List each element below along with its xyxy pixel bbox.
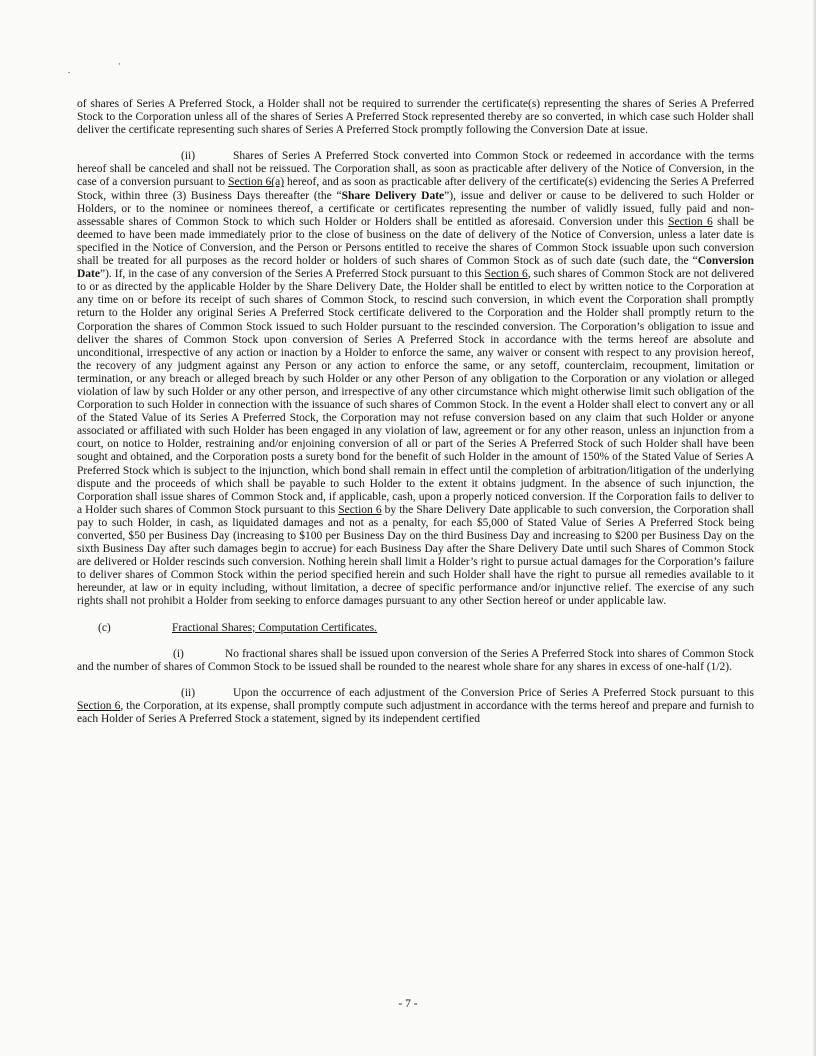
speck: · [118,59,121,69]
text-run: No fractional shares shall be issued upon conversion of the Series A Preferred Stock into shares of Common Stock and the number of shares of Common Stock to be issued shall be rounded to the nearest whole share for any shares in excess of one-half (1/2). [77,647,754,673]
text-run: ”). If, in the case of any conversion of the Series A Preferred Stock pursuant to this [100,268,485,281]
defined-term: Conversion Date [77,255,754,281]
section-reference: Section 6 [668,215,713,228]
section-heading-fractional-shares [77,622,754,635]
paragraph-number: (ii) [181,150,196,163]
text-run: Upon the occurrence of each adjustment of the Conversion Price of Series A Preferred Stock pursuant to this [233,686,754,699]
paragraph-computation-certificate [77,687,754,726]
paragraph-continuation: of shares of Series A Preferred Stock, a Holder shall not be required to surrender the certificate(s) representing the shares of Series A Preferred Stock to the Corporation unless all of the shares of Series A Preferred Stock represented thereby are so converted, in which case such Holder shall deliver the certificate representing such shares of Series A Preferred Stock promptly following the Conversion Date at issue. [77,98,754,137]
scan-edge [812,0,816,1056]
section-reference: Section 6(a) [228,176,285,189]
scan-specks [68,59,121,75]
section-reference: Section 6 [77,699,121,712]
paragraph-fractional-shares [77,648,754,674]
paragraph-number: (ii) [181,686,196,699]
section-reference: Section 6 [338,503,382,516]
text-run: , such shares of Common Stock are not delivered to or as directed by the applicable Holder by the Share Delivery Date, the Holder shall be entitled to elect by written notice to the Corporation at any time on or before its receipt of such shares of Common Stock, to rescind such conversion, in which event the Corporation shall promptly return to the Holder any original Series A Preferred Stock certificate delivered to the Corporation and the Holder shall promptly return to the Corporation the shares of Common Stock issued to such Holder pursuant to the rescinded conversion. The Corporation’s obligation to issue and deliver the shares of Common Stock upon conversion of Series A Preferred Stock in accordance with the terms hereof are absolute and unconditional, irrespective of any action or inaction by a Holder to enforce the same, any waiver or consent with respect to any provision hereof, the recovery of any judgment against any Person or any action to enforce the same, or any setoff, counterclaim, recoupment, limitation or termination, or any breach or alleged breach by such Holder or any other Person of any obligation to the Corporation or any violation or alleged violation of law by such Holder or any other person, and irrespective of any other circumstance which might otherwise limit such obligation of the Corporation to such Holder in connection with the issuance of such shares of Common Stock. In the event a Holder shall elect to convert any or all of the Stated Value of its Series A Preferred Stock, the Corporation may not refuse conversion based on any claim that such Holder or anyone associated or affiliated with such Holder has been engaged in any violation of law, agreement or for any other reason, unless an injunction from a court, on notice to Holder, restraining and/or enjoining conversion of all or part of the Series A Preferred Stock of such Holder shall have been sought and obtained, and the Corporation posts a surety bond for the benefit of such Holder in the amount of 150% of the Stated Value of Series A Preferred Stock which is subject to the injunction, which bond shall remain in effect until the completion of arbitration/litigation of the underlying dispute and the proceeds of which shall be payable to such Holder to the extent it obtains judgment. In the absence of such injunction, the Corporation shall issue shares of Common Stock and, if applicable, cash, upon a properly noticed conversion. If the Corporation fails to deliver to a Holder such shares of Common Stock pursuant to this [77,268,754,516]
section-reference: Section 6 [484,268,528,281]
text-run: by the Share Delivery Date applicable to such conversion, the Corporation shall pay to such Holder, in cash, as liquidated damages and not as a penalty, for each $5,000 of Stated Value of Series A Preferred Stock being converted, $50 per Business Day (increasing to $100 per Business Day on the third Business Day and increasing to $200 per Business Day on the sixth Business Day after such damages begin to accrue) for each Business Day after the Share Delivery Date until such Shares of Common Stock are delivered or Holder rescinds such conversion. Nothing herein shall limit a Holder’s right to pursue actual damages for the Corporation’s failure to deliver shares of Common Stock within the period specified herein and such Holder shall have the right to pursue all remedies available to it hereunder, at law or in equity including, without limitation, a decree of specific performance and/or injunctive relief. The exercise of any such rights shall not prohibit a Holder from seeking to enforce damages pursuant to any other Section hereof or under applicable law. [77,503,754,608]
section-title: Fractional Shares; Computation Certificates. [172,621,378,634]
section-label: (c) [98,621,111,634]
speck: . [68,65,71,75]
text-run: , the Corporation, at its expense, shall promptly compute such adjustment in accordance with the terms hereof and prepare and furnish to each Holder of Series A Preferred Stock a statement, signed by its independent certified [77,699,754,726]
text-run: shall be deemed to have been made immediately prior to the close of business on the date of delivery of the Notice of Conversion, unless a later date is specified in the Notice of Conversion, and the Person or Persons entitled to receive the shares of Common Stock issuable upon such conversion shall be treated for all purposes as the record holder or holders of such shares of Common Stock as of such date (such date, the “ [77,215,755,268]
text-run: hereof, and as soon as practicable after delivery of the certificate(s) evidencing the Series A Preferred Stock, within three (3) Business Days thereafter (the “ [77,176,754,202]
paragraph-share-delivery [77,150,754,608]
defined-term: Share Delivery Date [341,189,445,202]
document-body [77,98,754,726]
text-run: Shares of Series A Preferred Stock converted into Common Stock or redeemed in accordance with the terms hereof shall be canceled and shall not be reissued. The Corporation shall, as soon as practicable after delivery of the Notice of Conversion, in the case of a conversion pursuant to [77,150,754,189]
paragraph-number: (i) [173,647,184,660]
text-run: ”), issue and deliver or cause to be delivered to such Holder or Holders, or to the nominee or nominees thereof, a certificate or certificates representing the number of validly issued, fully paid and non-assessable shares of Common Stock to which such Holder or Holders shall be entitled as aforesaid. Conversion under this [77,189,754,228]
page-number: - 7 - [398,998,418,1010]
